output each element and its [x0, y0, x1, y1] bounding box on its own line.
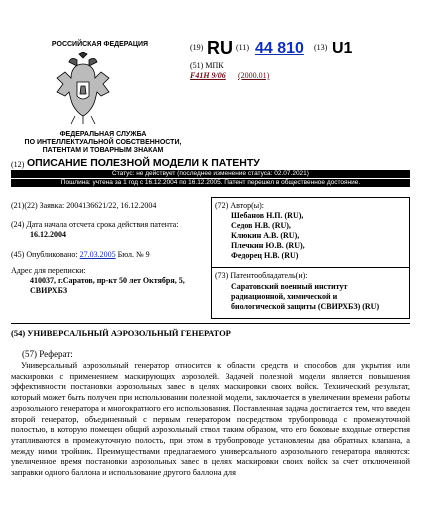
country-code: RU	[207, 38, 233, 58]
author-3: Клюкин А.В. (RU),	[231, 231, 300, 240]
owner-label: (73) Патентообладатель(и):	[215, 271, 308, 280]
invention-title: (54) УНИВЕРСАЛЬНЫЙ АЭРОЗОЛЬНЫЙ ГЕНЕРАТОР	[11, 328, 231, 338]
published-date-link[interactable]: 27.03.2005	[79, 250, 116, 259]
bulletin-number: Бюл. № 9	[115, 250, 150, 259]
owner-line-1: Саратовский военный институт	[231, 282, 348, 291]
published-field	[11, 250, 150, 259]
abstract-text: Универсальный аэрозольный генератор относится к области средств и способов для укрытия или маскировки с применением маскирующих аэрозолей. Задачей полезной модели является повышения эффективности постановки аэрозольных завес в целях маскировки своих войск. Технический результат, который может быть получен при использовании полезной модели, заключается в увеличении времени работы аэрозольного генератора и многократного его использования. Поставленная задача достигается тем, что введен второй генератор, объединенный с первым генератором посредством трубопровода с промежуточной полостью, в которую помещен общий аэрозольный ствол таким образом, что его боковые входные отверстия утапливаются в промежуточную полость, при этом в трубопроводе установлены два обратных клапана, а между ними тройник. Преимуществами предлагаемого универсального аэрозольного генератора являются: увеличенное время постановки аэрозольных завес в целях маскировки своих войск за счет отключенной заправки одного баллона и использование другого баллона для	[11, 361, 410, 478]
ipc-date-link[interactable]: (2000.01)	[238, 71, 270, 80]
address-line-1: 410037, г.Саратов, пр-кт 50 лет Октября, 5,	[30, 276, 185, 285]
doc-title: ОПИСАНИЕ ПОЛЕЗНОЙ МОДЕЛИ К ПАТЕНТУ	[27, 157, 260, 169]
address-line-2: СВИРХБЗ	[30, 286, 68, 295]
code-11: (11)	[236, 43, 250, 52]
patent-number-link[interactable]: 44 810	[255, 40, 304, 57]
abstract-label: (57) Реферат:	[22, 349, 73, 359]
owner-line-3: биологической защиты (СВИРХБЗ) (RU)	[231, 302, 380, 311]
country-name: РОССИЙСКАЯ ФЕДЕРАЦИЯ	[51, 41, 149, 48]
russian-coat-of-arms	[55, 52, 111, 126]
ipc-class-link[interactable]: F41H 9/06	[190, 71, 226, 80]
mpk-label: (51) МПК	[190, 61, 224, 70]
code-13: (13)	[314, 43, 328, 52]
agency-line-1: ФЕДЕРАЛЬНАЯ СЛУЖБА	[59, 131, 147, 138]
published-label: (45) Опубликовано:	[11, 250, 80, 259]
start-date-label: (24) Дата начала отсчета срока действия патента:	[11, 220, 179, 229]
kind-code: U1	[332, 40, 353, 57]
author-4: Плечкин Ю.В. (RU),	[231, 241, 305, 250]
fee-line: Пошлина: учтена за 1 год с 16.12.2004 по 16.12.2005. Патент перешел в общественное достояние.	[11, 179, 410, 187]
agency-line-3: ПАТЕНТАМ И ТОВАРНЫМ ЗНАКАМ	[42, 147, 164, 154]
author-5: Федорец Н.В. (RU)	[231, 251, 299, 260]
status-line: Статус: не действует (последнее изменение статуса: 02.07.2021)	[11, 170, 410, 178]
author-1: Шебанов Н.П. (RU),	[231, 211, 304, 220]
authors-label: (72) Автор(ы):	[215, 201, 264, 210]
owner-line-2: радиационной, химической и	[231, 292, 338, 301]
author-2: Седов Н.В. (RU),	[231, 221, 291, 230]
address-label: Адрес для переписки:	[11, 266, 86, 275]
application-field: (21)(22) Заявка: 2004136621/22, 16.12.2004	[11, 201, 157, 210]
code-12: (12)	[11, 160, 25, 169]
agency-line-2: ПО ИНТЕЛЛЕКТУАЛЬНОЙ СОБСТВЕННОСТИ,	[24, 139, 182, 146]
code-19: (19)	[190, 43, 204, 52]
start-date-value: 16.12.2004	[30, 230, 66, 239]
box-divider	[211, 267, 410, 268]
section-divider	[11, 323, 410, 324]
